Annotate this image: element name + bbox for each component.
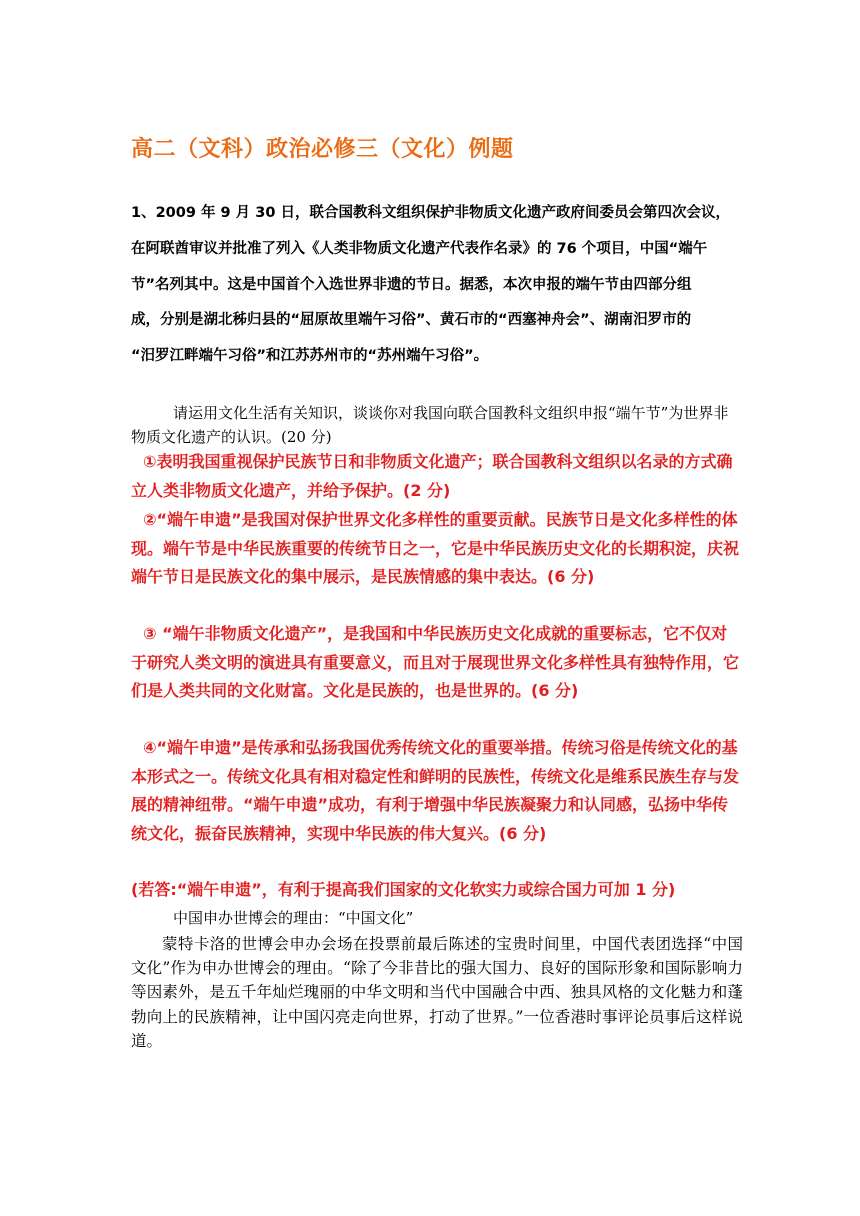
page-title: 高二（文科）政治必修三（文化）例题 bbox=[131, 137, 514, 162]
body-paragraph: 蒙特卡洛的世博会申办会场在投票前最后陈述的宝贵时间里，中国代表团选择“中国文化”作为申办世博会的理由。“除了今非昔比的强大国力、良好的国际形象和国际影响力等因素外，是五千年灿烂瑰丽的中华文明和当代中国融合中西、独具风格的文化魅力和蓬勃向上的民族精神，让中国闪亮走向世界，打动了世界。”一位香港时事评论员事后这样说道。 bbox=[131, 935, 743, 1050]
question-text bbox=[131, 196, 743, 375]
question-line: 节”名列其中。这是中国首个入选世界非遗的节日。据悉，本次申报的端午节由四部分组 bbox=[131, 276, 692, 293]
answer-point-2: ②“端午申遗”是我国对保护世界文化多样性的重要贡献。民族节日是文化多样性的体现。端午节是中华民族重要的传统节日之一，它是中华民族历史文化的长期积淀，庆祝端午节日是民族文化的集中展示，是民族情感的集中表达。(6 分) bbox=[131, 510, 740, 586]
question-line: 成，分别是湖北秭归县的“屈原故里端午习俗”、黄石市的“西塞神舟会”、湖南汨罗市的 bbox=[131, 312, 692, 329]
answer-point-3: ③ “端午非物质文化遗产”，是我国和中华民族历史文化成就的重要标志，它不仅对于研究人类文明的演进具有重要意义，而且对于展现世界文化多样性具有独特作用，它们是人类共同的文化财富。文化是民族的，也是世界的。(6 分) bbox=[131, 624, 740, 700]
question-line: “汨罗江畔端午习俗”和江苏苏州市的“苏州端午习俗”。 bbox=[131, 348, 489, 365]
section-heading: 中国申办世博会的理由：“中国文化” bbox=[173, 909, 414, 927]
answer-point-4: ④“端午申遗”是传承和弘扬我国优秀传统文化的重要举措。传统习俗是传统文化的基本形式之一。传统文化具有相对稳定性和鲜明的民族性，传统文化是维系民族生存与发展的精神纽带。“端午申遗”成功，有利于增强中华民族凝聚力和认同感，弘扬中华传统文化，振奋民族精神，实现中华民族的伟大复兴。(6 分) bbox=[131, 738, 740, 843]
question-line: 在阿联酋审议并批准了列入《人类非物质文化遗产代表作名录》的 76 个项目，中国“端午 bbox=[131, 240, 708, 257]
question-prompt: 请运用文化生活有关知识，谈谈你对我国向联合国教科文组织申报“端午节”为世界非物质文化遗产的认识。(20 分) bbox=[131, 404, 729, 446]
question-line: 1、2009 年 9 月 30 日，联合国教科文组织保护非物质文化遗产政府间委员会第四次会议， bbox=[131, 205, 730, 221]
bonus-note: (若答:“端午申遗”，有利于提高我们国家的文化软实力或综合国力可加 1 分) bbox=[131, 880, 676, 899]
answer-point-1: ①表明我国重视保护民族节日和非物质文化遗产；联合国教科文组织以名录的方式确立人类非物质文化遗产，并给予保护。(2 分) bbox=[131, 452, 733, 500]
